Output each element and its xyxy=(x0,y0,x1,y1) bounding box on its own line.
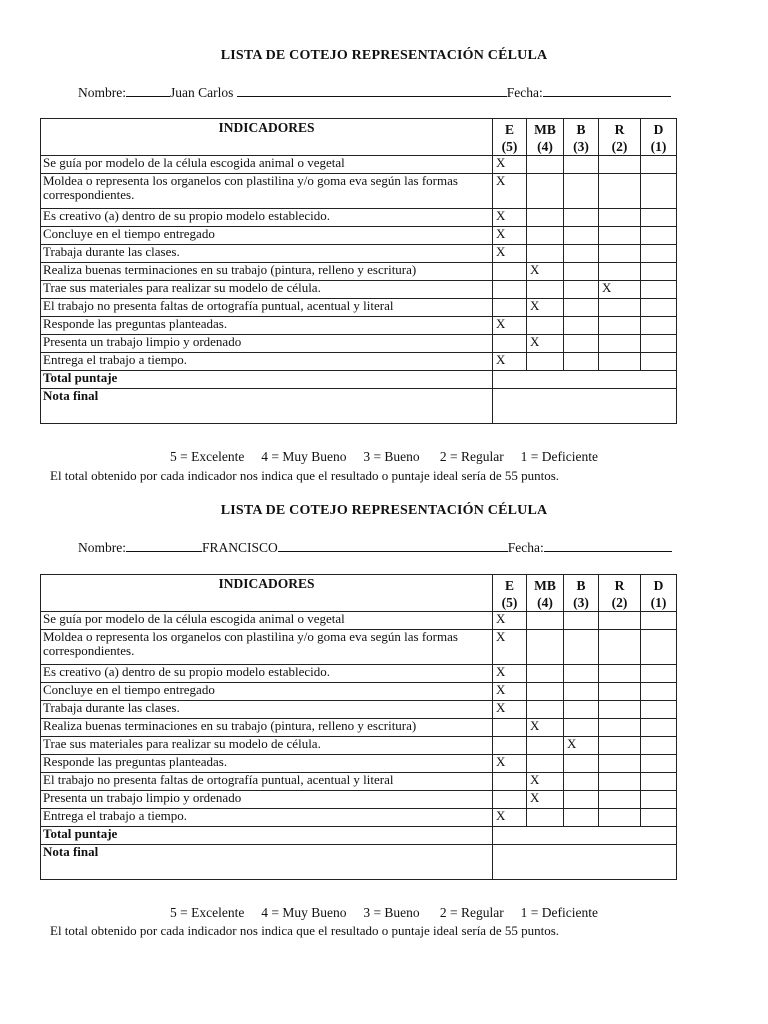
indicator-cell: El trabajo no presenta faltas de ortografía puntual, acentual y literal xyxy=(41,773,493,791)
table-row xyxy=(41,612,677,630)
final-label: Nota final xyxy=(41,389,493,424)
mark-cell: X xyxy=(527,299,564,317)
mark-cell xyxy=(599,665,641,683)
mark-cell xyxy=(564,809,599,827)
mark-cell xyxy=(641,353,677,371)
indicator-cell: Concluye en el tiempo entregado xyxy=(41,683,493,701)
indicator-cell: Entrega el trabajo a tiempo. xyxy=(41,353,493,371)
mark-cell xyxy=(599,317,641,335)
total-label: Total puntaje xyxy=(41,371,493,389)
indicator-cell: Trabaja durante las clases. xyxy=(41,245,493,263)
mark-cell xyxy=(599,227,641,245)
level-header-mb: MB (4) xyxy=(527,119,564,156)
mark-cell: X xyxy=(527,791,564,809)
mark-cell xyxy=(564,299,599,317)
indicator-cell: Presenta un trabajo limpio y ordenado xyxy=(41,791,493,809)
final-value-cell xyxy=(493,845,677,880)
table-row xyxy=(41,773,677,791)
mark-cell xyxy=(564,719,599,737)
name-label: Nombre: xyxy=(78,85,126,100)
sheet-2-name-line xyxy=(78,539,672,556)
table-row xyxy=(41,809,677,827)
indicator-cell: Responde las preguntas planteadas. xyxy=(41,755,493,773)
indicator-cell: Trae sus materiales para realizar su modelo de célula. xyxy=(41,281,493,299)
mark-cell xyxy=(599,353,641,371)
mark-cell xyxy=(527,630,564,665)
level-header-d: D (1) xyxy=(641,575,677,612)
table-row xyxy=(41,630,677,665)
mark-cell xyxy=(641,630,677,665)
indicator-cell: Trabaja durante las clases. xyxy=(41,701,493,719)
table-row xyxy=(41,227,677,245)
indicator-cell: Concluye en el tiempo entregado xyxy=(41,227,493,245)
mark-cell: X xyxy=(493,174,527,209)
mark-cell xyxy=(493,719,527,737)
table-row xyxy=(41,701,677,719)
table-row xyxy=(41,335,677,353)
mark-cell xyxy=(527,612,564,630)
sheet-1-title: LISTA DE COTEJO REPRESENTACIÓN CÉLULA xyxy=(220,48,548,63)
mark-cell xyxy=(599,174,641,209)
mark-cell xyxy=(564,665,599,683)
total-row xyxy=(41,371,677,389)
mark-cell xyxy=(599,809,641,827)
table-row xyxy=(41,755,677,773)
mark-cell xyxy=(641,773,677,791)
mark-cell xyxy=(599,791,641,809)
student-name: Juan Carlos xyxy=(170,85,234,100)
indicator-cell: Entrega el trabajo a tiempo. xyxy=(41,809,493,827)
mark-cell xyxy=(564,227,599,245)
indicator-cell: Moldea o representa los organelos con plastilina y/o goma eva según las formas correspondientes. xyxy=(41,174,493,209)
mark-cell xyxy=(599,156,641,174)
level-header-mb: MB (4) xyxy=(527,575,564,612)
mark-cell xyxy=(493,335,527,353)
mark-cell: X xyxy=(599,281,641,299)
indicator-cell: Responde las preguntas planteadas. xyxy=(41,317,493,335)
level-header-e: E (5) xyxy=(493,575,527,612)
mark-cell xyxy=(527,317,564,335)
mark-cell xyxy=(527,281,564,299)
mark-cell xyxy=(599,755,641,773)
table-row xyxy=(41,665,677,683)
mark-cell xyxy=(641,245,677,263)
table-row xyxy=(41,299,677,317)
sheet-2-scale-legend: 5 = Excelente 4 = Muy Bueno 3 = Bueno 2 = Regular 1 = Deficiente xyxy=(170,905,598,920)
mark-cell xyxy=(527,353,564,371)
mark-cell: X xyxy=(527,719,564,737)
table-row xyxy=(41,317,677,335)
indicators-header: INDICADORES xyxy=(41,119,493,156)
mark-cell: X xyxy=(493,683,527,701)
mark-cell xyxy=(641,612,677,630)
level-header-b: B (3) xyxy=(564,119,599,156)
total-label: Total puntaje xyxy=(41,827,493,845)
mark-cell xyxy=(527,701,564,719)
mark-cell xyxy=(599,612,641,630)
indicators-header: INDICADORES xyxy=(41,575,493,612)
mark-cell xyxy=(564,317,599,335)
total-value-cell xyxy=(493,827,677,845)
table-row xyxy=(41,791,677,809)
sheet-1-checklist-table xyxy=(40,118,677,424)
mark-cell xyxy=(493,737,527,755)
mark-cell xyxy=(641,156,677,174)
mark-cell xyxy=(599,335,641,353)
indicator-cell: Se guía por modelo de la célula escogida animal o vegetal xyxy=(41,156,493,174)
sheet-2-title: LISTA DE COTEJO REPRESENTACIÓN CÉLULA xyxy=(220,503,548,518)
mark-cell: X xyxy=(564,737,599,755)
indicator-cell: Presenta un trabajo limpio y ordenado xyxy=(41,335,493,353)
mark-cell xyxy=(493,281,527,299)
indicator-cell: Trae sus materiales para realizar su modelo de célula. xyxy=(41,737,493,755)
mark-cell: X xyxy=(527,263,564,281)
level-header-r: R (2) xyxy=(599,575,641,612)
level-header-r: R (2) xyxy=(599,119,641,156)
mark-cell xyxy=(564,791,599,809)
sheet-1-scale-legend: 5 = Excelente 4 = Muy Bueno 3 = Bueno 2 = Regular 1 = Deficiente xyxy=(170,449,598,464)
header-row xyxy=(41,119,677,156)
mark-cell: X xyxy=(493,317,527,335)
mark-cell xyxy=(564,335,599,353)
mark-cell: X xyxy=(493,227,527,245)
level-header-d: D (1) xyxy=(641,119,677,156)
table-row xyxy=(41,719,677,737)
mark-cell: X xyxy=(493,353,527,371)
student-name: FRANCISCO xyxy=(202,540,278,555)
final-label: Nota final xyxy=(41,845,493,880)
total-value-cell xyxy=(493,371,677,389)
total-row xyxy=(41,827,677,845)
mark-cell xyxy=(599,209,641,227)
date-label: Fecha: xyxy=(507,540,544,555)
level-header-b: B (3) xyxy=(564,575,599,612)
mark-cell xyxy=(641,209,677,227)
mark-cell xyxy=(564,209,599,227)
mark-cell xyxy=(564,174,599,209)
mark-cell: X xyxy=(493,701,527,719)
mark-cell xyxy=(493,791,527,809)
date-label: Fecha: xyxy=(506,85,543,100)
mark-cell xyxy=(641,665,677,683)
mark-cell xyxy=(527,209,564,227)
mark-cell: X xyxy=(493,630,527,665)
mark-cell xyxy=(564,683,599,701)
mark-cell xyxy=(527,683,564,701)
mark-cell xyxy=(641,227,677,245)
mark-cell xyxy=(641,174,677,209)
mark-cell xyxy=(641,701,677,719)
level-header-e: E (5) xyxy=(493,119,527,156)
indicator-cell: Es creativo (a) dentro de su propio modelo establecido. xyxy=(41,209,493,227)
mark-cell xyxy=(599,719,641,737)
mark-cell xyxy=(564,245,599,263)
mark-cell xyxy=(641,755,677,773)
mark-cell xyxy=(599,701,641,719)
mark-cell xyxy=(564,281,599,299)
mark-cell xyxy=(599,245,641,263)
table-row xyxy=(41,245,677,263)
sheet-1-total-note: El total obtenido por cada indicador nos indica que el resultado o puntaje ideal sería de 55 puntos. xyxy=(50,468,560,483)
table-row xyxy=(41,737,677,755)
mark-cell xyxy=(564,773,599,791)
mark-cell xyxy=(641,737,677,755)
mark-cell xyxy=(641,317,677,335)
mark-cell xyxy=(564,755,599,773)
mark-cell xyxy=(641,719,677,737)
indicator-cell: Es creativo (a) dentro de su propio modelo establecido. xyxy=(41,665,493,683)
mark-cell xyxy=(641,299,677,317)
sheet-2-total-note: El total obtenido por cada indicador nos indica que el resultado o puntaje ideal sería de 55 puntos. xyxy=(50,923,560,938)
mark-cell xyxy=(564,630,599,665)
mark-cell xyxy=(641,809,677,827)
mark-cell xyxy=(527,174,564,209)
mark-cell xyxy=(527,156,564,174)
table-row xyxy=(41,209,677,227)
mark-cell xyxy=(641,263,677,281)
indicator-cell: Se guía por modelo de la célula escogida animal o vegetal xyxy=(41,612,493,630)
mark-cell xyxy=(564,353,599,371)
final-value-cell xyxy=(493,389,677,424)
mark-cell xyxy=(527,227,564,245)
indicator-cell: El trabajo no presenta faltas de ortografía puntual, acentual y literal xyxy=(41,299,493,317)
mark-cell xyxy=(599,263,641,281)
mark-cell: X xyxy=(493,755,527,773)
table-row xyxy=(41,156,677,174)
final-row xyxy=(41,845,677,880)
table-row xyxy=(41,263,677,281)
mark-cell xyxy=(599,737,641,755)
mark-cell xyxy=(527,755,564,773)
mark-cell xyxy=(493,299,527,317)
mark-cell: X xyxy=(493,245,527,263)
mark-cell xyxy=(599,299,641,317)
mark-cell xyxy=(493,773,527,791)
mark-cell xyxy=(564,156,599,174)
mark-cell xyxy=(527,665,564,683)
table-row xyxy=(41,174,677,209)
indicator-cell: Realiza buenas terminaciones en su trabajo (pintura, relleno y escritura) xyxy=(41,719,493,737)
indicator-cell: Realiza buenas terminaciones en su trabajo (pintura, relleno y escritura) xyxy=(41,263,493,281)
mark-cell xyxy=(641,683,677,701)
mark-cell: X xyxy=(493,612,527,630)
mark-cell xyxy=(564,612,599,630)
mark-cell xyxy=(493,263,527,281)
mark-cell: X xyxy=(493,209,527,227)
mark-cell: X xyxy=(527,335,564,353)
mark-cell xyxy=(641,281,677,299)
mark-cell xyxy=(641,791,677,809)
mark-cell xyxy=(599,630,641,665)
mark-cell: X xyxy=(493,809,527,827)
mark-cell xyxy=(599,773,641,791)
mark-cell xyxy=(527,737,564,755)
mark-cell xyxy=(527,245,564,263)
mark-cell xyxy=(599,683,641,701)
mark-cell: X xyxy=(493,156,527,174)
mark-cell: X xyxy=(493,665,527,683)
mark-cell: X xyxy=(527,773,564,791)
table-row xyxy=(41,353,677,371)
mark-cell xyxy=(527,809,564,827)
mark-cell xyxy=(564,263,599,281)
indicator-cell: Moldea o representa los organelos con plastilina y/o goma eva según las formas correspondientes. xyxy=(41,630,493,665)
sheet-2-checklist-table xyxy=(40,574,677,880)
sheet-1-name-line xyxy=(78,84,671,101)
mark-cell xyxy=(564,701,599,719)
table-row xyxy=(41,683,677,701)
table-row xyxy=(41,281,677,299)
mark-cell xyxy=(641,335,677,353)
final-row xyxy=(41,389,677,424)
name-label: Nombre: xyxy=(78,540,126,555)
header-row xyxy=(41,575,677,612)
